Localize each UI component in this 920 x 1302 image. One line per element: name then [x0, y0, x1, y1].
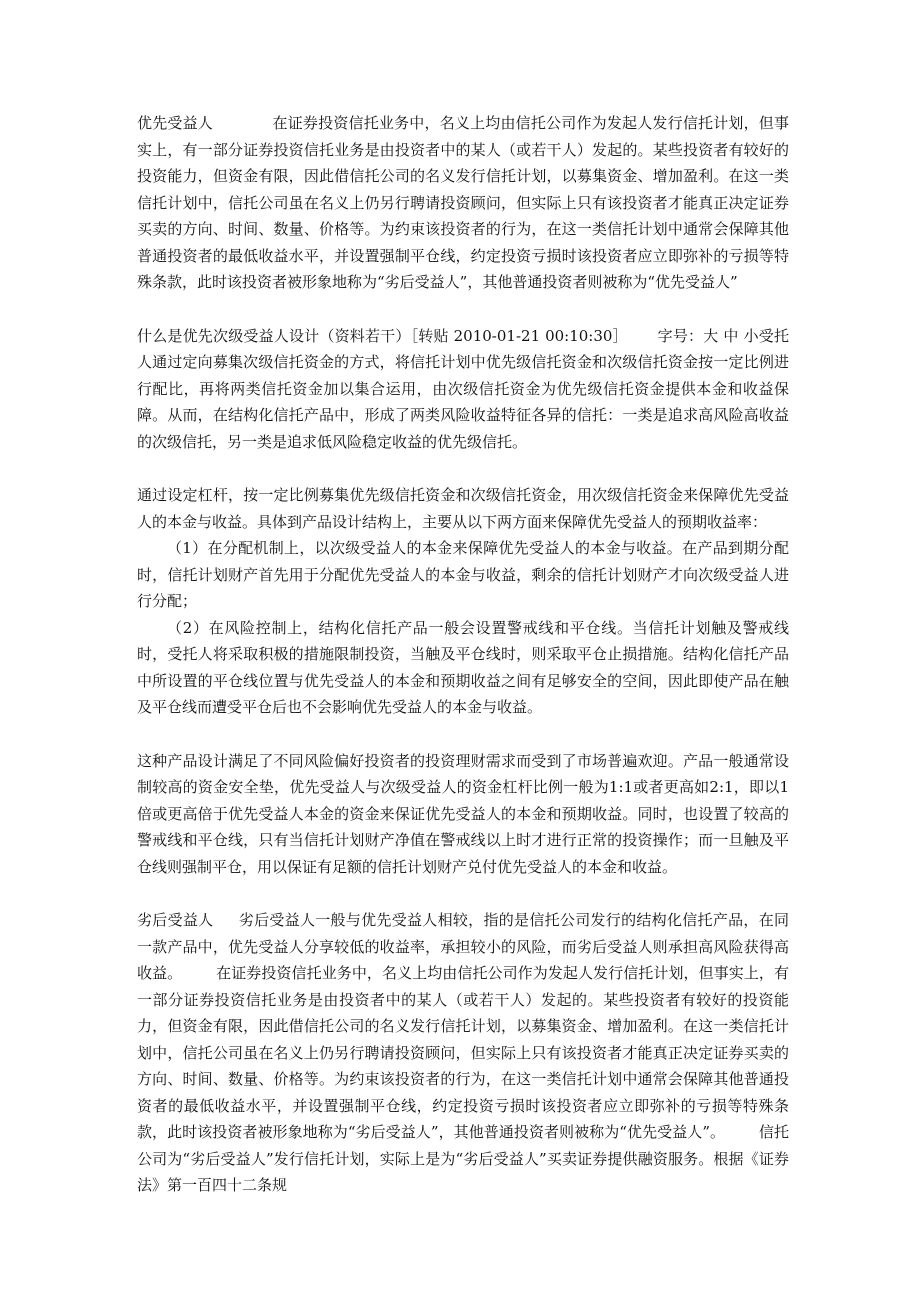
paragraph-distribution-mechanism: （1）在分配机制上，以次级受益人的本金来保障优先受益人的本金与收益。在产品到期分配时，信托计划财产首先用于分配优先受益人的本金与收益，剩余的信托计划财产才向次级受益人进行分配； [137, 539, 789, 610]
paragraph-design-intro [137, 323, 789, 456]
term-subordinate-beneficiary: 劣后受益人 [137, 911, 214, 929]
priority-beneficiary-definition: 在证券投资信托业务中，名义上均由信托公司作为发起人发行信托计划，但事实上，有一部分证券投资信托业务是由投资者中的某人（或若干人）发起的。某些投资者有较好的投资能力，但资金有限，因此借信托公司的名义发行信托计划，以募集资金、增加盈利。在这一类信托计划中，信托公司虽在名义上仍另行聘请投资顾问，但实际上只有该投资者才能真正决定证券买卖的方向、时间、数量、价格等。为约束该投资者的行为，在这一类信托计划中通常会保障其他普通投资者的最低收益水平，并设置强制平仓线，约定投资亏损时该投资者应立即弥补的亏损等特殊条款，此时该投资者被形象地称为“劣后受益人”，其他普通投资者则被称为“优先受益人” [137, 114, 789, 291]
article-title: 什么是优先次级受益人设计（资料若干）［转贴 2010-01-21 00:10:30］ [137, 326, 628, 345]
design-intro-body: 受托人通过定向募集次级信托资金的方式，将信托计划中优先级信托资金和次级信托资金按一定比例进行配比，再将两类信托资金加以集合运用，由次级信托资金为优先级信托资金提供本金和收益保障。从而，在结构化信托产品中，形成了两类风险收益特征各异的信托：一类是追求高风险高收益的次级信托，另一类是追求低风险稳定收益的优先级信托。 [137, 326, 789, 451]
paragraph-risk-control: （2）在风险控制上，结构化信托产品一般会设置警戒线和平仓线。当信托计划触及警戒线时，受托人将采取积极的措施限制投资，当触及平仓线时，则采取平仓止损措施。结构化信托产品中所设置的平仓线位置与优先受益人的本金和预期收益之间有足够安全的空间，因此即使产品在触及平仓线而遭受平仓后也不会影响优先受益人的本金与收益。 [137, 618, 789, 716]
subordinate-definition: 劣后受益人一般与优先受益人相较，指的是信托公司发行的结构化信托产品，在同一款产品中，优先受益人分享较低的收益率，承担较小的风险，而劣后受益人则承担高风险获得高收益。 [137, 911, 789, 982]
subordinate-background: 在证券投资信托业务中，名义上均由信托公司作为发起人发行信托计划，但事实上，有一部分证券投资信托业务是由投资者中的某人（或若干人）发起的。某些投资者有较好的投资能力，但资金有限，因此借信托公司的名义发行信托计划，以募集资金、增加盈利。在这一类信托计划中，信托公司虽在名义上仍另行聘请投资顾问，但实际上只有该投资者才能真正决定证券买卖的方向、时间、数量、价格等。为约束该投资者的行为，在这一类信托计划中通常会保障其他普通投资者的最低收益水平，并设置强制平仓线，约定投资亏损时该投资者应立即弥补的亏损等特殊条款，此时该投资者被形象地称为“劣后受益人”，其他普通投资者则被称为“优先受益人”。 [137, 964, 789, 1141]
font-size-selector: 字号：大 中 小 [657, 326, 759, 345]
document-page [137, 110, 789, 1199]
paragraph-priority-beneficiary [137, 110, 789, 296]
subordinate-financing: 信托公司为“劣后受益人”发行信托计划，实际上是为“劣后受益人”买卖证券提供融资服务。根据《证券法》第一百四十二条规 [137, 1123, 789, 1194]
paragraph-leverage: 通过设定杠杆，按一定比例募集优先级信托资金和次级信托资金，用次级信托资金来保障优先受益人的本金与收益。具体到产品设计结构上，主要从以下两方面来保障优先受益人的预期收益率： [137, 486, 789, 531]
term-priority-beneficiary: 优先受益人 [137, 114, 213, 132]
paragraph-product-design: 这种产品设计满足了不同风险偏好投资者的投资理财需求而受到了市场普遍欢迎。产品一般通常设制较高的资金安全垫，优先受益人与次级受益人的资金杠杆比例一般为1:1或者更高如2:1，即以1倍或更高倍于优先受益人本金的资金来保证优先受益人的本金和预期收益。同时，也设置了较高的警戒线和平仓线，只有当信托计划财产净值在警戒线以上时才进行正常的投资操作；而一旦触及平仓线则强制平仓，用以保证有足额的信托计划财产兑付优先受益人的本金和收益。 [137, 751, 789, 876]
paragraph-subordinate-beneficiary [137, 907, 789, 1199]
